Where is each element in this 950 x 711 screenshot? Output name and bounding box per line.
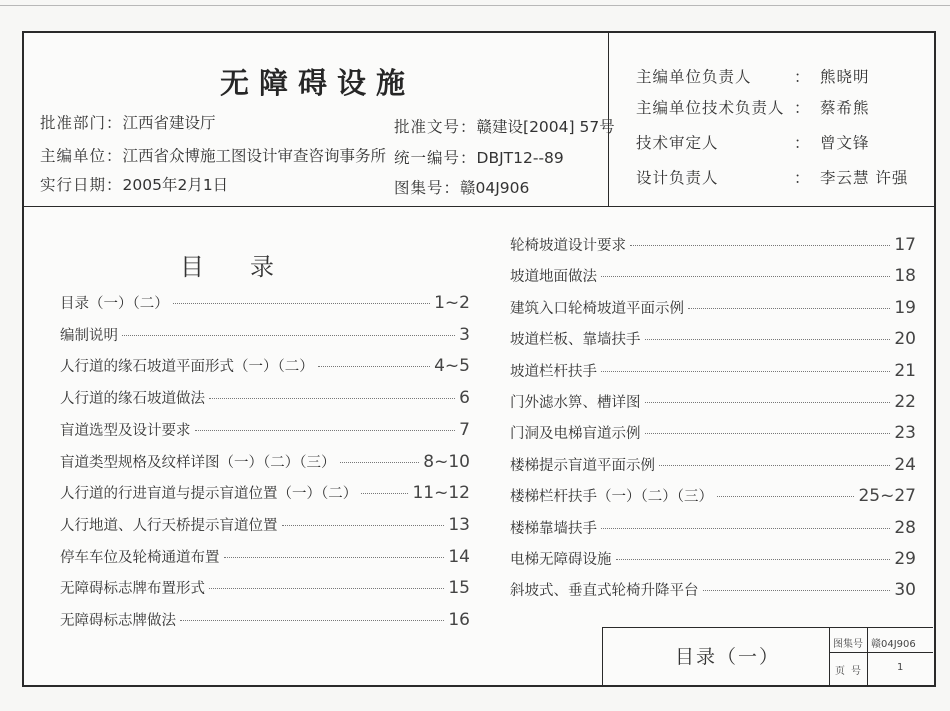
- effective-date-label: 实行日期：: [40, 176, 123, 194]
- approval-dept-label: 批准部门：: [40, 114, 123, 132]
- sheet-name: 目录（一）: [675, 646, 781, 668]
- toc-leader-dots: [195, 430, 456, 431]
- unified-no-label: 统一编号：: [394, 149, 477, 167]
- approval-dept-value: 江西省建设厅: [122, 114, 216, 132]
- person-name: 熊晓明: [820, 68, 870, 86]
- toc-entry-title: 人行道的行进盲道与提示盲道位置（一）（二）: [60, 486, 358, 503]
- toc-entry-page: 21: [894, 360, 916, 381]
- unified-no-row: [394, 146, 564, 168]
- toc-entry-title: 编制说明: [60, 327, 118, 344]
- toc-entry-title: 无障碍标志牌做法: [60, 613, 176, 629]
- toc-leader-dots: [645, 339, 891, 340]
- toc-entry-title: 楼梯提示盲道平面示例: [510, 457, 655, 474]
- toc-leader-dots: [318, 366, 430, 367]
- toc-entry-title: 斜坡式、垂直式轮椅升降平台: [510, 583, 699, 600]
- person-colon: ：: [794, 134, 810, 152]
- toc-leader-dots: [645, 402, 891, 403]
- approval-doc-row: [394, 115, 615, 137]
- toc-entry-title: 人行地道、人行天桥提示盲道位置: [60, 517, 278, 534]
- toc-entry-title: 楼梯靠墙扶手: [510, 520, 597, 537]
- toc-entry-page: 20: [894, 329, 916, 350]
- toc-entry: [60, 482, 470, 503]
- person-role: 设计负责人: [636, 169, 719, 187]
- toc-leader-dots: [209, 588, 444, 589]
- toc-leader-dots: [180, 620, 444, 621]
- toc-entry: [60, 387, 470, 408]
- toc-entry-title: 轮椅坡道设计要求: [510, 238, 626, 254]
- unified-no-value: DBJT12--89: [476, 149, 564, 167]
- toc-entry: [510, 422, 916, 443]
- toc-entry: [60, 324, 470, 345]
- toc-entry-page: 23: [894, 423, 916, 444]
- toc-entry-page: 22: [894, 392, 916, 412]
- person-row: [636, 166, 908, 188]
- toc-entry-title: 停车车位及轮椅通道布置: [60, 549, 220, 566]
- toc-entry-title: 目录（一）（二）: [60, 296, 169, 312]
- toc-entry-page: 19: [894, 297, 916, 318]
- document-title: 无障碍设施: [220, 66, 416, 100]
- toc-entry-page: 6: [459, 388, 470, 409]
- toc-entry: [510, 297, 916, 318]
- toc-leader-dots: [209, 398, 455, 399]
- toc-entry: [510, 454, 916, 475]
- toc-entry-page: 7: [459, 419, 470, 440]
- person-colon: ：: [794, 99, 810, 117]
- toc-leader-dots: [122, 335, 455, 336]
- toc-entry-title: 人行道的缘石坡道平面形式（一）（二）: [60, 359, 314, 376]
- toc-entry-title: 建筑入口轮椅坡道平面示例: [510, 300, 684, 317]
- toc-entry-page: 4~5: [434, 356, 470, 377]
- toc-entry: [510, 360, 916, 381]
- toc-entry: [510, 579, 916, 600]
- toc-entry: [510, 517, 916, 538]
- toc-entry-page: 15: [448, 578, 470, 599]
- approval-dept-row: [40, 111, 216, 133]
- title-block-divider: [829, 652, 933, 653]
- atlas-no-value-small: 赣04J906: [871, 639, 916, 650]
- toc-entry: [60, 419, 470, 440]
- toc-leader-dots: [361, 493, 408, 494]
- editor-unit-row: [40, 144, 386, 166]
- toc-entry: [60, 609, 470, 630]
- toc-entry-title: 坡道栏杆扶手: [510, 363, 597, 380]
- approval-doc-value: 赣建设[2004] 57号: [476, 118, 615, 136]
- toc-entry-title: 人行道的缘石坡道做法: [60, 391, 205, 408]
- toc-leader-dots: [282, 525, 445, 526]
- toc-entry-title: 无障碍标志牌布置形式: [60, 581, 205, 598]
- toc-entry: [510, 234, 916, 255]
- page-top-rule: [0, 5, 950, 6]
- toc-entry-page: 29: [894, 549, 916, 569]
- toc-entry-page: 8~10: [423, 451, 470, 472]
- person-row: [636, 131, 870, 153]
- toc-entry-page: 1~2: [434, 293, 470, 313]
- toc-entry-title: 盲道类型规格及纹样详图（一）（二）（三）: [60, 454, 336, 471]
- toc-entry: [510, 391, 916, 412]
- person-role: 主编单位负责人: [636, 68, 752, 86]
- toc-entry-page: 11~12: [412, 483, 470, 504]
- toc-entry-title: 电梯无障碍设施: [510, 552, 612, 568]
- toc-entry-page: 18: [894, 266, 916, 287]
- toc-entry: [510, 548, 916, 569]
- person-colon: ：: [794, 68, 810, 86]
- toc-entry-page: 13: [448, 514, 470, 535]
- toc-leader-dots: [616, 559, 891, 560]
- toc-entry-page: 14: [448, 546, 470, 567]
- toc-leader-dots: [630, 245, 890, 246]
- toc-entry-page: 3: [459, 324, 470, 345]
- person-name: 蔡希熊: [820, 99, 870, 117]
- toc-leader-dots: [601, 528, 890, 529]
- toc-entry-page: 25~27: [858, 486, 916, 507]
- toc-entry-page: 17: [894, 235, 916, 255]
- toc-heading: 目录: [180, 253, 320, 281]
- atlas-no-row: [394, 176, 529, 198]
- toc-entry: [510, 265, 916, 286]
- toc-entry: [60, 546, 470, 567]
- person-colon: ：: [794, 169, 810, 187]
- atlas-no-value: 赣04J906: [460, 179, 530, 197]
- atlas-no-label: 图集号：: [394, 179, 461, 197]
- person-name: 曾文锋: [820, 134, 870, 152]
- person-role: 主编单位技术负责人: [636, 99, 785, 117]
- title-block-divider: [867, 628, 868, 686]
- toc-entry-title: 盲道选型及设计要求: [60, 422, 191, 439]
- editor-unit-label: 主编单位：: [40, 147, 123, 165]
- atlas-no-label-small: 图集号: [833, 639, 863, 650]
- drawing-sheet: [22, 31, 936, 687]
- toc-entry-page: 24: [894, 454, 916, 475]
- toc-leader-dots: [173, 303, 430, 304]
- approval-doc-label: 批准文号：: [394, 118, 477, 136]
- page-no-label: 页号: [835, 666, 867, 677]
- toc-leader-dots: [601, 371, 890, 372]
- toc-entry-title: 门外滤水箅、槽详图: [510, 395, 641, 411]
- toc-entry-page: 30: [894, 580, 916, 601]
- page-no-value: 1: [897, 662, 904, 673]
- toc-entry-title: 坡道栏板、靠墙扶手: [510, 332, 641, 349]
- toc-leader-dots: [703, 590, 891, 591]
- toc-entry-title: 门洞及电梯盲道示例: [510, 426, 641, 443]
- toc-leader-dots: [340, 462, 420, 463]
- effective-date-value: 2005年2月1日: [122, 176, 229, 194]
- person-row: [636, 96, 870, 118]
- person-role: 技术审定人: [636, 134, 719, 152]
- toc-leader-dots: [688, 308, 890, 309]
- toc-entry-page: 28: [894, 517, 916, 538]
- person-name: 李云慧 许强: [820, 169, 909, 187]
- toc-leader-dots: [224, 557, 445, 558]
- toc-entry: [510, 328, 916, 349]
- toc-entry: [60, 514, 470, 535]
- person-row: [636, 65, 870, 87]
- toc-leader-dots: [645, 433, 891, 434]
- toc-entry: [60, 355, 470, 376]
- toc-leader-dots: [601, 276, 890, 277]
- toc-entry: [510, 485, 916, 506]
- toc-entry: [60, 577, 470, 598]
- effective-date-row: [40, 173, 228, 195]
- toc-entry-title: 楼梯栏杆扶手（一）（二）（三）: [510, 489, 713, 506]
- toc-leader-dots: [659, 465, 890, 466]
- toc-entry: [60, 451, 470, 472]
- editor-unit-value: 江西省众博施工图设计审查咨询事务所: [122, 147, 387, 165]
- toc-entry: [60, 292, 470, 313]
- header-divider: [24, 206, 934, 207]
- toc-leader-dots: [717, 496, 854, 497]
- title-block: [602, 627, 933, 686]
- title-block-divider: [829, 628, 830, 686]
- toc-entry-title: 坡道地面做法: [510, 269, 597, 286]
- toc-entry-page: 16: [448, 610, 470, 630]
